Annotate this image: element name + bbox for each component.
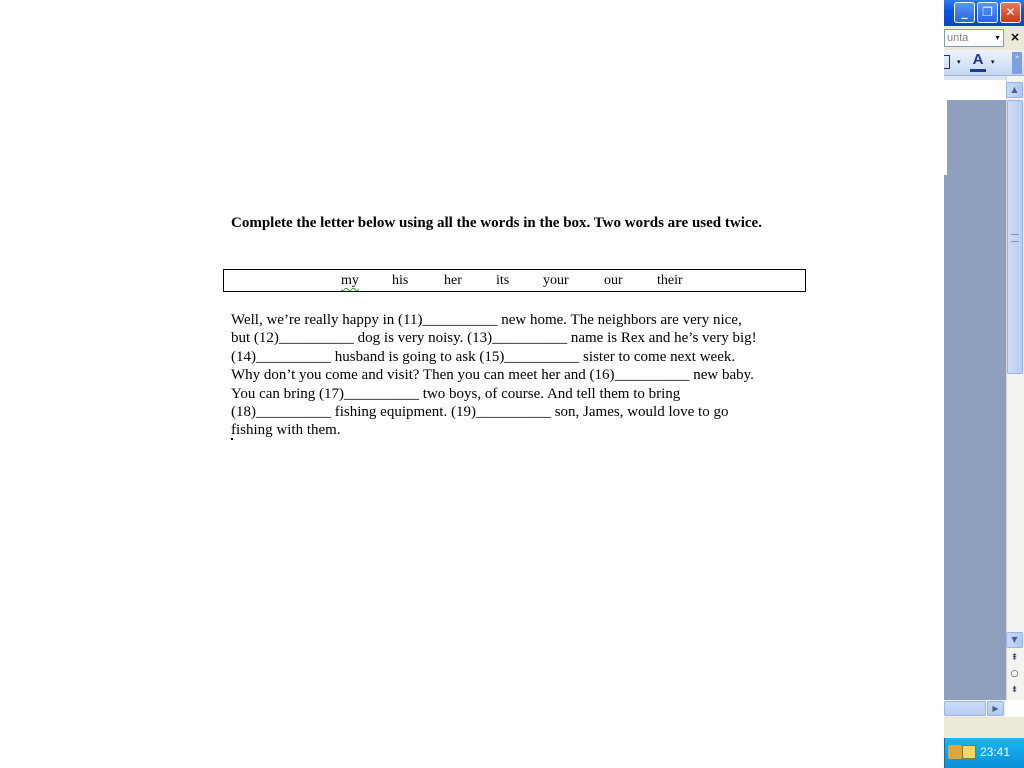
letter-line: You can bring (17)__________ two boys, of course. And tell them to bring — [231, 385, 681, 402]
letter-line: Well, we’re really happy in (11)__________ new home. The neighbors are very nice, — [231, 312, 742, 328]
tray-folder-icon[interactable] — [962, 745, 976, 759]
toolbar-options-icon[interactable]: » — [1012, 52, 1022, 74]
next-page-icon[interactable]: ⇟ — [1010, 685, 1019, 695]
font-color-icon[interactable]: A — [972, 51, 984, 68]
restore-button[interactable]: ❐ — [977, 2, 998, 23]
ask-question-input[interactable]: unta — [944, 29, 1004, 47]
page-edge — [944, 100, 947, 175]
word-our: our — [604, 273, 623, 288]
text-cursor — [231, 438, 233, 440]
scroll-right-icon[interactable]: ▶ — [987, 701, 1004, 716]
letter-body[interactable] — [231, 311, 797, 440]
instructions-text: Complete the letter below using all the words in the box. Two words are used twice. — [231, 215, 762, 231]
tray-network-icon[interactable] — [948, 745, 962, 759]
letter-line: (18)__________ fishing equipment. (19)__________ son, James, would love to go — [231, 404, 729, 421]
word-her: her — [444, 273, 462, 288]
ask-dropdown-icon[interactable]: ▾ — [995, 33, 1000, 42]
letter-line: Why don’t you come and visit? Then you can meet her and (16)__________ new baby. — [231, 367, 754, 384]
previous-page-icon[interactable]: ⇞ — [1010, 653, 1019, 663]
borders-icon[interactable] — [944, 55, 950, 69]
letter-line: (14)__________ husband is going to ask (15)__________ sister to come next week. — [231, 348, 736, 365]
scroll-down-icon[interactable]: ▼ — [1006, 632, 1023, 648]
font-color-dropdown-icon[interactable]: ▾ — [991, 58, 995, 66]
word-your: your — [543, 273, 569, 288]
word-his: his — [392, 273, 409, 288]
ruler-margin — [944, 80, 1006, 100]
select-browse-object-icon[interactable]: ○ — [1010, 669, 1019, 679]
document-close-icon[interactable]: × — [1009, 30, 1021, 44]
minimize-button[interactable]: _ — [954, 2, 975, 23]
letter-line: but (12)__________ dog is very noisy. (13)__________ name is Rex and he’s very big! — [231, 330, 757, 347]
tray-clock[interactable]: 23:41 — [980, 745, 1011, 759]
word-its: its — [496, 273, 510, 288]
borders-dropdown-icon[interactable]: ▾ — [957, 58, 961, 66]
status-bar — [944, 717, 1024, 738]
horizontal-scroll-thumb[interactable] — [944, 701, 986, 716]
close-button[interactable]: ✕ — [1000, 2, 1021, 23]
font-color-swatch — [970, 69, 986, 72]
word-my: my — [341, 273, 359, 288]
letter-line: fishing with them. — [231, 422, 341, 439]
scroll-grip-icon — [1011, 234, 1019, 242]
word-their: their — [657, 273, 683, 288]
word-box — [223, 269, 806, 292]
scroll-up-icon[interactable]: ▲ — [1006, 82, 1023, 98]
document-workspace — [944, 100, 1006, 700]
